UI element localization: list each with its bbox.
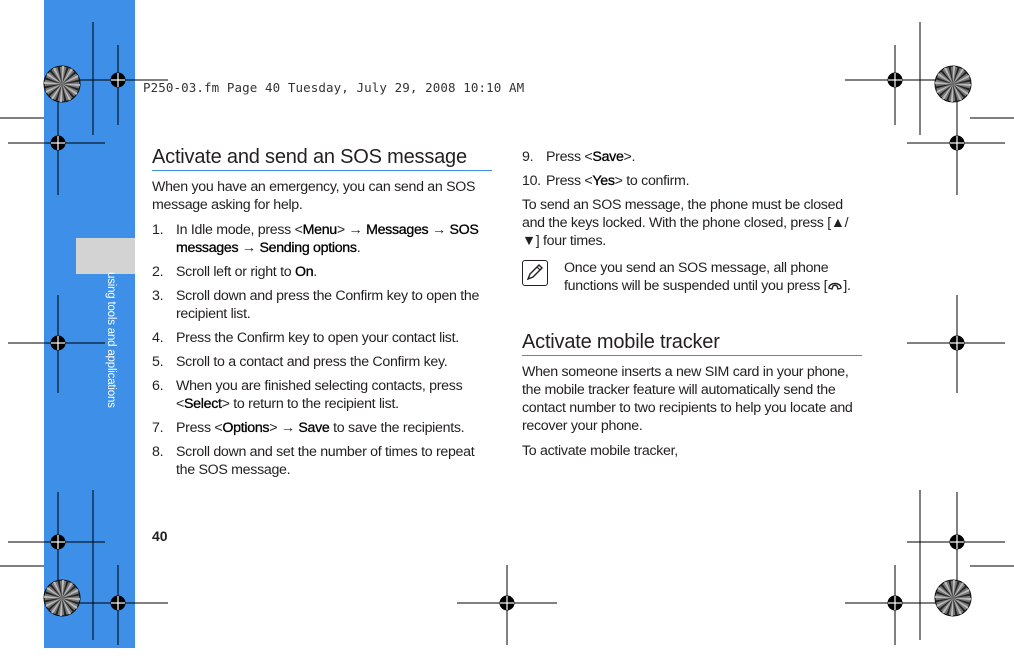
- sidebar-section-label: using tools and applications: [105, 272, 117, 408]
- step-text: >.: [623, 149, 636, 165]
- step-number: 1.: [152, 222, 164, 238]
- step-number: 6.: [152, 378, 164, 394]
- step-text: Press <: [546, 173, 593, 189]
- ui-label: SOS messages: [176, 222, 479, 256]
- sos-send-paragraph: To send an SOS message, the phone must be closed and the keys locked. With the phone closed, press [▲/▼] four times.: [522, 197, 849, 249]
- section-heading-tracker: Activate mobile tracker: [522, 331, 720, 353]
- step-text: Press <: [176, 420, 223, 436]
- ui-label: Options: [222, 420, 270, 436]
- ui-label: On: [294, 264, 314, 280]
- step-text: When you are finished selecting contacts, press <: [176, 378, 463, 412]
- step-number: 10.: [522, 173, 541, 189]
- step-text: > to return to the recipient list.: [221, 396, 399, 412]
- registration-crosshair-icon: [51, 535, 65, 549]
- ui-label: Yes: [592, 173, 615, 189]
- registration-crosshair-icon: [888, 73, 902, 87]
- registration-starburst-icon: [44, 66, 80, 102]
- registration-crosshair-icon: [51, 136, 65, 150]
- registration-crosshair-icon: [500, 596, 514, 610]
- ui-label: Select: [184, 396, 222, 412]
- step-text: > →: [336, 222, 367, 238]
- registration-starburst-icon: [44, 580, 80, 616]
- registration-crosshair-icon: [111, 73, 125, 87]
- registration-crosshair-icon: [950, 136, 964, 150]
- step-number: 7.: [152, 420, 164, 436]
- page-number: 40: [152, 528, 168, 544]
- step-text: Scroll down and press the Confirm key to open the recipient list.: [176, 288, 480, 322]
- step-text: Scroll to a contact and press the Confirm key.: [176, 354, 448, 370]
- ui-label: Save: [592, 149, 624, 165]
- ui-label: Menu: [302, 222, 337, 238]
- registration-starburst-icon: [935, 66, 971, 102]
- ui-label: Messages: [366, 222, 429, 238]
- note-text: Once you send an SOS message, all phone functions will be suspended until you press [: [564, 260, 829, 294]
- registration-starburst-icon: [935, 580, 971, 616]
- step-number: 5.: [152, 354, 164, 370]
- step-text: .: [313, 264, 317, 280]
- step-text: > →: [269, 420, 299, 436]
- step-number: 2.: [152, 264, 164, 280]
- ui-label: Sending options: [259, 240, 357, 256]
- tracker-paragraph: When someone inserts a new SIM card in your phone, the mobile tracker feature will automatically send the contact number to two recipients to help you locate and recover your phone.: [522, 364, 853, 434]
- note-text-end: ].: [843, 278, 851, 294]
- step-number: 9.: [522, 149, 534, 165]
- step-text: Press the Confirm key to open your contact list.: [176, 330, 459, 346]
- registration-crosshair-icon: [51, 336, 65, 350]
- section-heading-sos: Activate and send an SOS message: [152, 146, 467, 168]
- step-text: to save the recipients.: [329, 420, 465, 436]
- tracker-activate-paragraph: To activate mobile tracker,: [522, 443, 678, 459]
- step-number: 3.: [152, 288, 164, 304]
- step-number: 4.: [152, 330, 164, 346]
- print-header-stamp: P250-03.fm Page 40 Tuesday, July 29, 2008 10:10 AM: [143, 80, 525, 95]
- step-text: Press <: [546, 149, 593, 165]
- step-text: Scroll down and set the number of times to repeat the SOS message.: [176, 444, 475, 478]
- registration-crosshair-icon: [888, 596, 902, 610]
- step-text: In Idle mode, press <: [176, 222, 303, 238]
- intro-paragraph: When you have an emergency, you can send an SOS message asking for help.: [152, 179, 476, 213]
- step-text: .: [356, 240, 361, 256]
- step-text: →: [238, 240, 260, 256]
- ui-label: Save: [298, 420, 330, 436]
- registration-crosshair-icon: [950, 336, 964, 350]
- step-number: 8.: [152, 444, 164, 460]
- registration-crosshair-icon: [111, 596, 125, 610]
- step-text: > to confirm.: [614, 173, 690, 189]
- step-text: →: [428, 222, 450, 238]
- step-text: Scroll left or right to: [176, 264, 295, 280]
- registration-crosshair-icon: [950, 535, 964, 549]
